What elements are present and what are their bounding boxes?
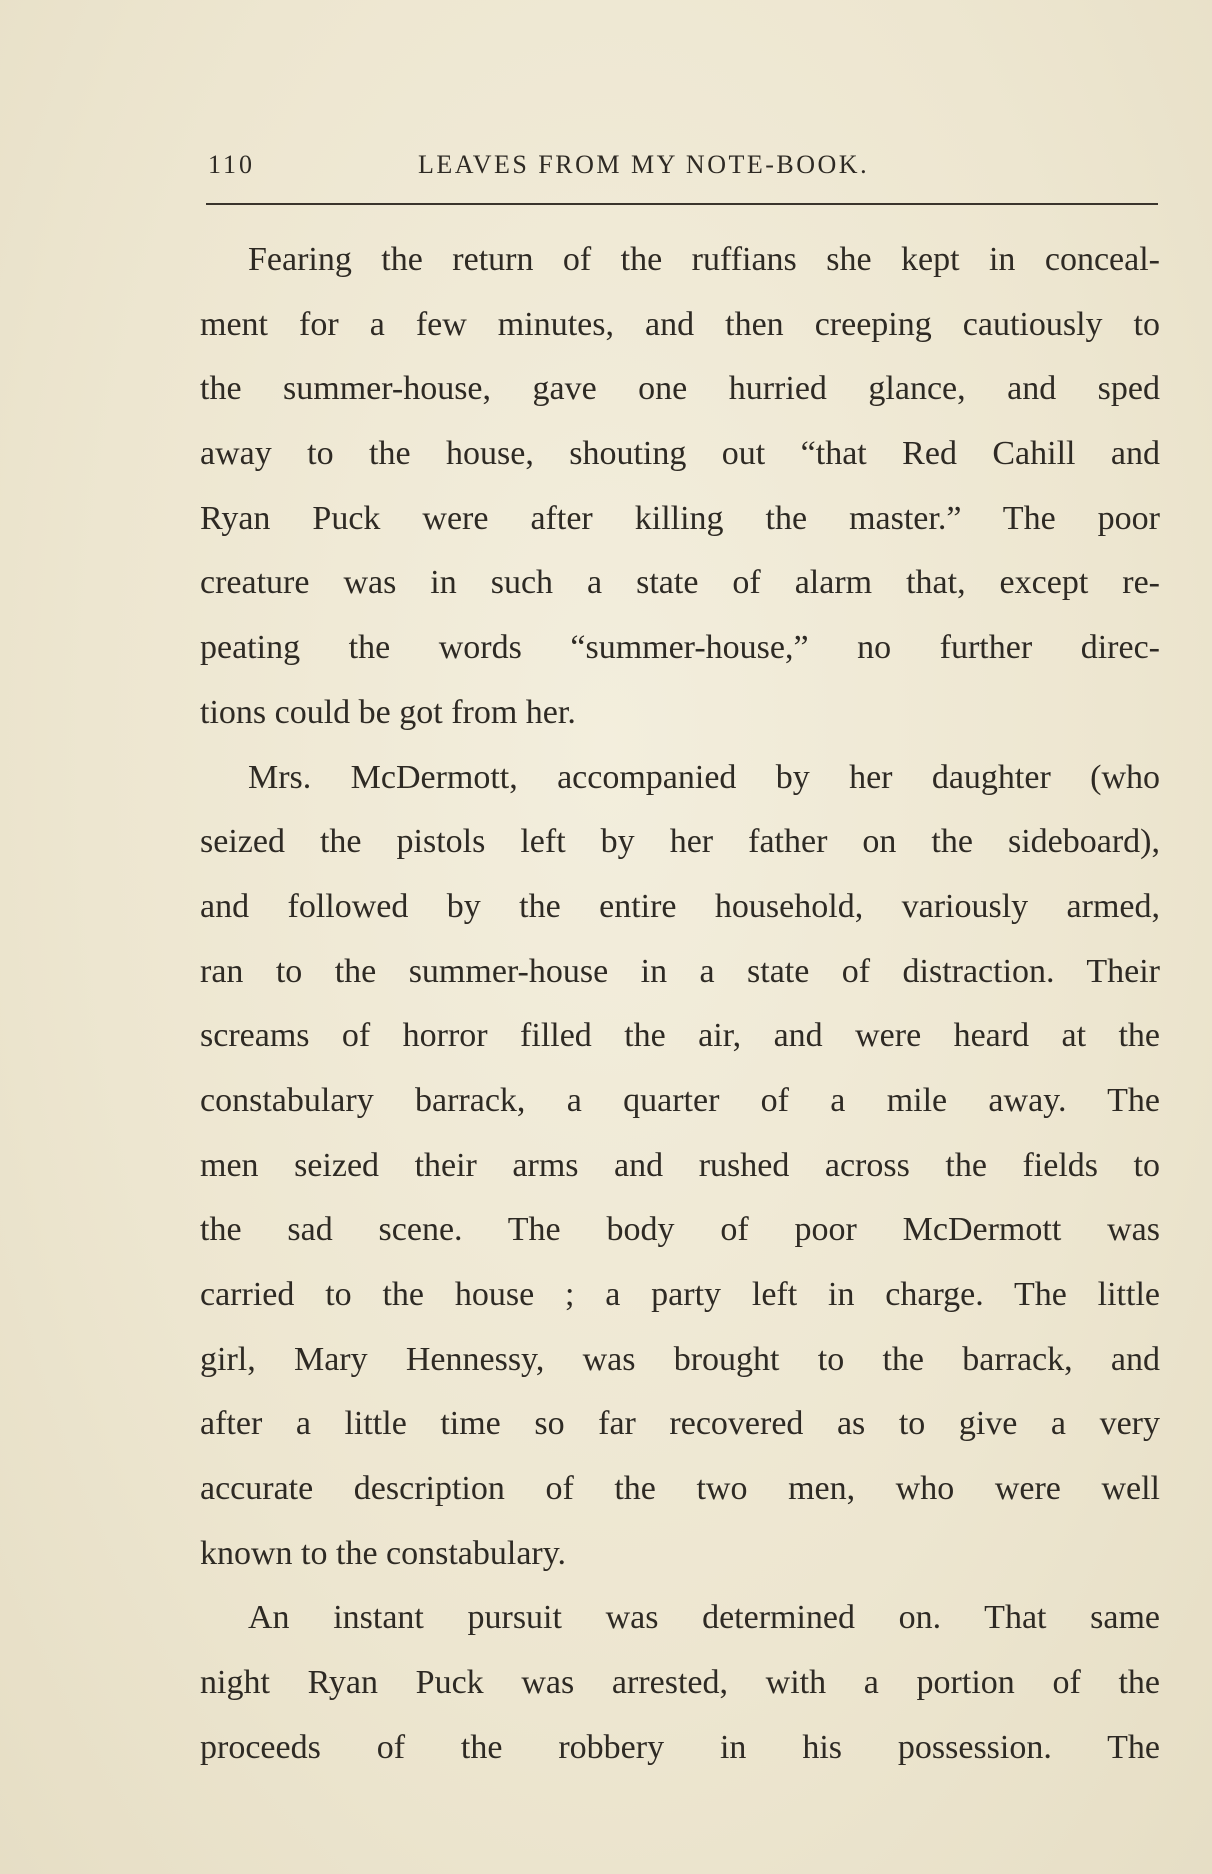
page-number: 110 — [208, 150, 256, 179]
text-line: the summer-house, gave one hurried glance, and sped — [200, 370, 1160, 408]
text-line: ment for a few minutes, and then creeping cautiously to — [200, 305, 1160, 343]
text-line: ran to the summer-house in a state of distraction. Their — [200, 952, 1160, 990]
text-line: tions could be got from her. — [200, 693, 576, 731]
text-line: proceeds of the robbery in his possession. The — [200, 1728, 1160, 1766]
header-rule — [206, 203, 1158, 205]
text-line: the sad scene. The body of poor McDermott was — [200, 1211, 1160, 1249]
text-line: Fearing the return of the ruffians she kept in conceal- — [248, 241, 1160, 278]
text-line: and followed by the entire household, variously armed, — [200, 887, 1160, 925]
text-line: girl, Mary Hennessy, was brought to the barrack, and — [200, 1340, 1160, 1378]
running-head: LEAVES FROM MY NOTE-BOOK. — [418, 150, 870, 179]
text-line: after a little time so far recovered as to give a very — [200, 1405, 1160, 1443]
text-line: accurate description of the two men, who were well — [200, 1470, 1160, 1508]
page-header — [208, 150, 1158, 190]
text-line: peating the words “summer-house,” no further direc- — [200, 629, 1160, 667]
text-line: away to the house, shouting out “that Red Cahill and — [200, 435, 1160, 473]
text-line: night Ryan Puck was arrested, with a portion of the — [200, 1664, 1160, 1702]
text-line: constabulary barrack, a quarter of a mile away. The — [200, 1081, 1160, 1119]
text-line: men seized their arms and rushed across the fields to — [200, 1146, 1160, 1184]
text-line: carried to the house ; a party left in charge. The little — [200, 1276, 1160, 1313]
body-text — [200, 228, 1160, 1781]
text-line: An instant pursuit was determined on. That same — [248, 1599, 1160, 1637]
text-line: Ryan Puck were after killing the master.” The poor — [200, 499, 1160, 537]
text-line: Mrs. McDermott, accompanied by her daughter (who — [248, 758, 1160, 796]
text-line: creature was in such a state of alarm that, except re- — [200, 564, 1160, 602]
text-line: seized the pistols left by her father on the sideboard), — [200, 823, 1160, 861]
text-line: screams of horror filled the air, and were heard at the — [200, 1017, 1160, 1055]
text-line: known to the constabulary. — [200, 1534, 567, 1572]
